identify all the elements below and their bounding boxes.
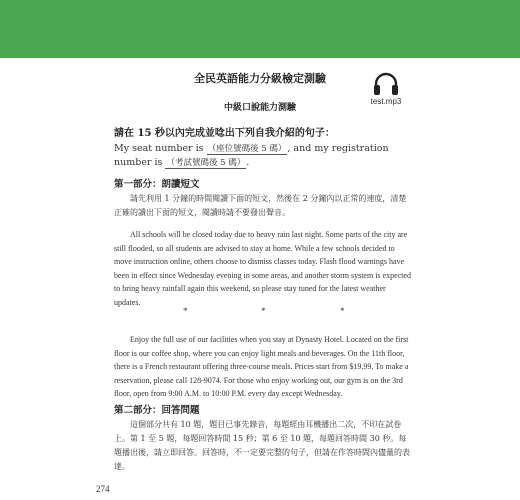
- reading-passage-2: Enjoy the full use of our facilities when you stay at Dynasty Hotel. Located on the first floor is our coffee shop, where you can enjoy light meals and beverages. On the 11th floor, there is a French restaurant offering three-course meals. Prices start from $19.99. To make a reservation, please call 128-9074. For those who enjoy working out, our gym is on the 3rd floor, open from 9:00 A.M. to 10:00 P.M. every day except Wednesday.: [114, 335, 409, 398]
- intro-instruction: 請在 15 秒以內完成並唸出下列自我介紹的句子：: [114, 128, 335, 139]
- part2-heading: 第二部分：回答問題: [114, 405, 200, 416]
- separator-star: *: [261, 306, 266, 316]
- page-title: 全民英語能力分級檢定測驗: [194, 72, 326, 85]
- separator-star: *: [183, 306, 188, 316]
- seat-prefix: My seat number is: [114, 143, 207, 154]
- top-banner: [0, 0, 520, 58]
- self-introduction-sentence: [114, 142, 414, 170]
- registration-prefix: , and my registration number is: [114, 143, 389, 168]
- reading-passage-1: All schools will be closed today due to heavy rain last night. Some parts of the city are still flooded, so all students are advised to stay at home. While a few schools decided to move instruction online, others choose to dismiss classes today. Flash flood warnings have been in effect since Wednesday evening in some areas, and another storm system is expected to bring heavy rainfall again this weekend, so please stay tuned for the latest weather updates.: [114, 230, 411, 307]
- seat-number-blank: （座位號碼後 5 碼）: [207, 144, 287, 154]
- headphones-icon: [372, 72, 400, 96]
- page-number: 274: [96, 484, 110, 494]
- sentence-end: .: [246, 157, 250, 168]
- part1-instructions: 請先利用 1 分鐘的時間閱讀下面的短文，然後在 2 分鐘內以正常的速度，清楚正確的讀出下面的短文，閱讀時請不要發出聲音。: [114, 194, 407, 217]
- registration-number-blank: （考試號碼後 5 碼）: [166, 158, 246, 168]
- part2-instructions: 這個部分共有 10 題，題目已事先錄音，每題經由耳機播出二次，不印在試卷上。第 1 至 5 題，每題回答時間 15 秒；第 6 至 10 題，每題回答時間 30 秒。每題播出後，請立即回答。回答時，不一定要完整的句子，但請在作答時間內儘量的表達。: [114, 420, 410, 471]
- audio-file-label: test.mp3: [370, 97, 402, 106]
- separator-star: *: [340, 306, 345, 316]
- part1-heading: 第一部分：朗讀短文: [114, 179, 200, 190]
- page-subtitle: 中級口說能力測驗: [223, 103, 296, 113]
- audio-link[interactable]: [364, 72, 408, 106]
